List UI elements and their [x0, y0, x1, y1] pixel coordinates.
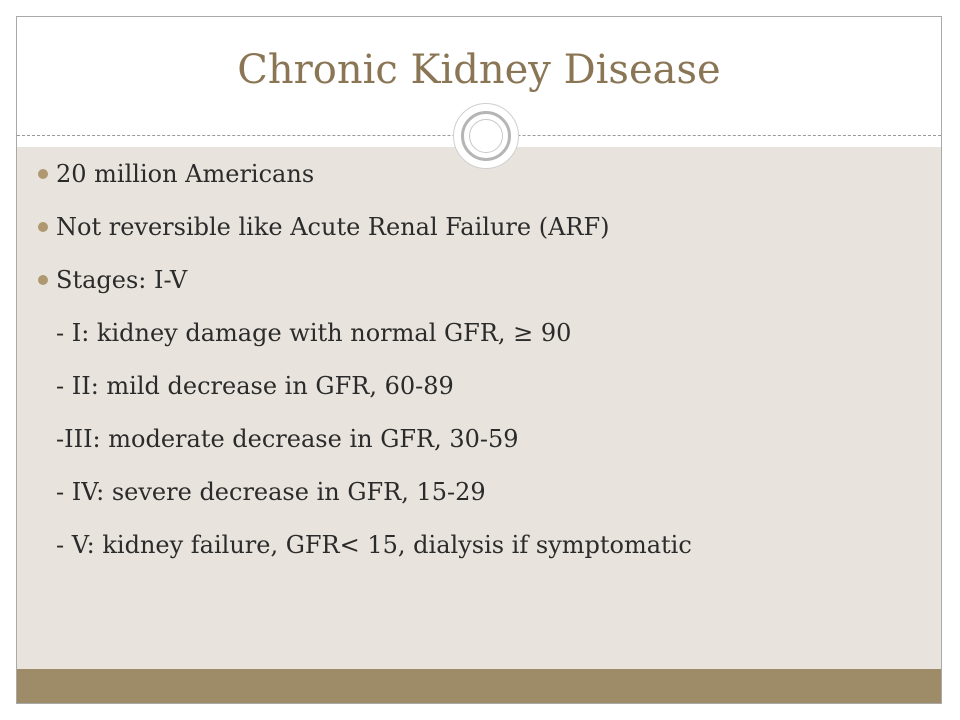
footer-bar: [17, 669, 941, 703]
bullet-item: 20 million Americans: [38, 150, 940, 203]
stage-line: - II: mild decrease in GFR, 60-89: [56, 372, 454, 400]
bullet-item: Not reversible like Acute Renal Failure (ARF): [38, 203, 940, 256]
slide-content: [38, 150, 940, 574]
circle-inner: [469, 119, 503, 153]
stage-line: - IV: severe decrease in GFR, 15-29: [56, 478, 486, 506]
slide-title: Chronic Kidney Disease: [237, 47, 721, 93]
stage-line: -III: moderate decrease in GFR, 30-59: [56, 425, 519, 453]
bullet-item: Stages: I-V: [38, 256, 940, 309]
stage-line: - V: kidney failure, GFR< 15, dialysis if symptomatic: [56, 531, 692, 559]
stage-line: - I: kidney damage with normal GFR, ≥ 90: [56, 319, 572, 347]
